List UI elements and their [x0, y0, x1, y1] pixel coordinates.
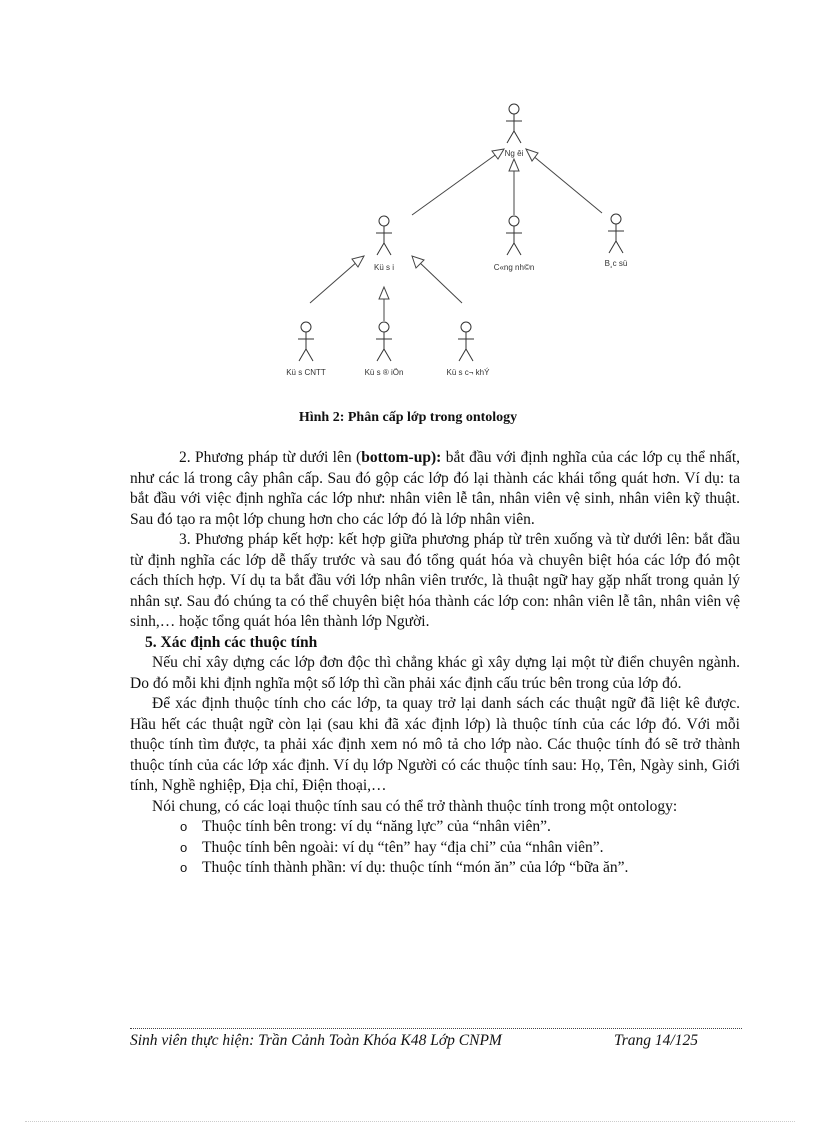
- paragraph-attributes-intro: Nếu chỉ xây dựng các lớp đơn độc thì chẳng khác gì xây dựng lại một từ điển chuyên ngành. Do đó mỗi khi định nghĩa một số lớp thì cần phải xác định cấu trúc bên trong của lớp đó.: [130, 654, 740, 692]
- actor-ksdien-icon: [376, 322, 392, 361]
- label-kysu: Kü s i: [373, 263, 395, 272]
- class-hierarchy-diagram: [270, 95, 630, 390]
- label-congnhan: C«ng nh©n: [493, 263, 535, 272]
- list-item: [180, 817, 740, 838]
- bullet-mark: o: [180, 860, 188, 875]
- label-bacsi: B¸c sü: [604, 259, 628, 268]
- attribute-type-list: [130, 817, 740, 879]
- footer-divider: [130, 1028, 742, 1029]
- arrow-ksdien-to-kysu: [379, 287, 389, 321]
- actor-congnhan-icon: [506, 216, 522, 255]
- arrow-congnhan-to-root: [509, 159, 519, 215]
- list-item-text: Thuộc tính bên trong: ví dụ “năng lực” của “nhân viên”.: [202, 818, 551, 835]
- page-footer: [130, 1032, 742, 1050]
- arrow-kscntt-to-kysu: [310, 256, 364, 303]
- actor-bacsi-icon: [608, 214, 624, 253]
- paragraph-attributes-method: Để xác định thuộc tính cho các lớp, ta quay trở lại danh sách các thuật ngữ đã liệt kê được. Hầu hết các thuật ngữ còn lại (sau khi đã xác định lớp) là thuộc tính của các lớp đó. Với mỗi thuộc tính tìm được, ta phải xác định xem nó mô tả cho lớp nào. Các thuộc tính đó sẽ trở thành thuộc tính của các lớp xác định. Ví dụ lớp Người có các thuộc tính sau: Họ, Tên, Ngày sinh, Giới tính, Nghề nghiệp, Địa chỉ, Điện thoại,…: [130, 695, 740, 794]
- list-item-text: Thuộc tính bên ngoài: ví dụ “tên” hay “địa chỉ” của “nhân viên”.: [202, 838, 604, 856]
- label-ksdien: Kü s ® iÖn: [364, 368, 404, 377]
- label-kscntt: Kü s CNTT: [286, 368, 326, 377]
- actor-kysu-icon: [376, 216, 392, 255]
- bullet-mark: o: [180, 839, 188, 855]
- actor-root-icon: [506, 104, 522, 143]
- paragraph-attribute-types: Nói chung, có các loại thuộc tính sau có thể trở thành thuộc tính trong một ontology:: [152, 797, 678, 815]
- paragraph-bottom-up-prefix: 2. Phương pháp từ dưới lên (: [179, 449, 362, 466]
- arrow-kscokhi-to-kysu: [412, 256, 462, 303]
- list-item: [180, 858, 740, 879]
- arrow-bacsi-to-root: [526, 149, 602, 213]
- paragraph-bottom-up-text: bắt đầu với định nghĩa của các lớp cụ thể nhất, như các lá trong cây phân cấp. Sau đó gộp các lớp đó lại thành các khái tổng quát hơn. Ví dụ: ta bắt đầu với việc định nghĩa các lớp như: nhân viên lễ tân, nhân viên vệ sinh, nhân viên kỹ thuật. Sau đó tạo ra một lớp chung hơn cho các lớp đó là lớp nhân viên.: [130, 449, 740, 528]
- list-item-text: Thuộc tính thành phần: ví dụ: thuộc tính “món ăn” của lớp “bữa ăn”.: [202, 859, 629, 876]
- document-body: [130, 448, 740, 879]
- actor-kscokhi-icon: [458, 322, 474, 361]
- bullet-mark: o: [180, 819, 188, 834]
- label-kscokhi: Kü s c¬ khÝ: [446, 368, 490, 377]
- page-bottom-edge: [25, 1121, 795, 1122]
- section-heading: 5. Xác định các thuộc tính: [145, 633, 318, 651]
- label-root: Ng êi: [504, 149, 524, 158]
- list-item: [180, 838, 740, 859]
- paragraph-bottom-up: [130, 448, 740, 530]
- bottom-up-term: bottom-up):: [361, 449, 442, 466]
- actor-kscntt-icon: [298, 322, 314, 361]
- paragraph-combined: 3. Phương pháp kết hợp: kết hợp giữa phương pháp từ trên xuống và từ dưới lên: bắt đầu từ định nghĩa các lớp dễ thấy trước và sau đó tổng quát hóa và chuyên biệt hóa các lớp đó một cách thích hợp. Ví dụ ta bắt đầu với lớp nhân viên trước, là thuật ngữ hay gặp nhất trong quản lý nhân sự. Sau đó chúng ta có thể chuyên biệt hóa thành các lớp con: nhân viên lễ tân, nhân viên vệ sinh,… hoặc tổng quát hóa lên thành lớp Người.: [130, 531, 740, 630]
- arrow-kysu-to-root: [412, 149, 504, 215]
- page-number: Trang 14/125: [614, 1032, 698, 1049]
- figure-caption: Hình 2: Phân cấp lớp trong ontology: [298, 410, 518, 425]
- footer-author: Sinh viên thực hiện: Trần Cảnh Toàn Khóa K48 Lớp CNPM: [130, 1032, 502, 1049]
